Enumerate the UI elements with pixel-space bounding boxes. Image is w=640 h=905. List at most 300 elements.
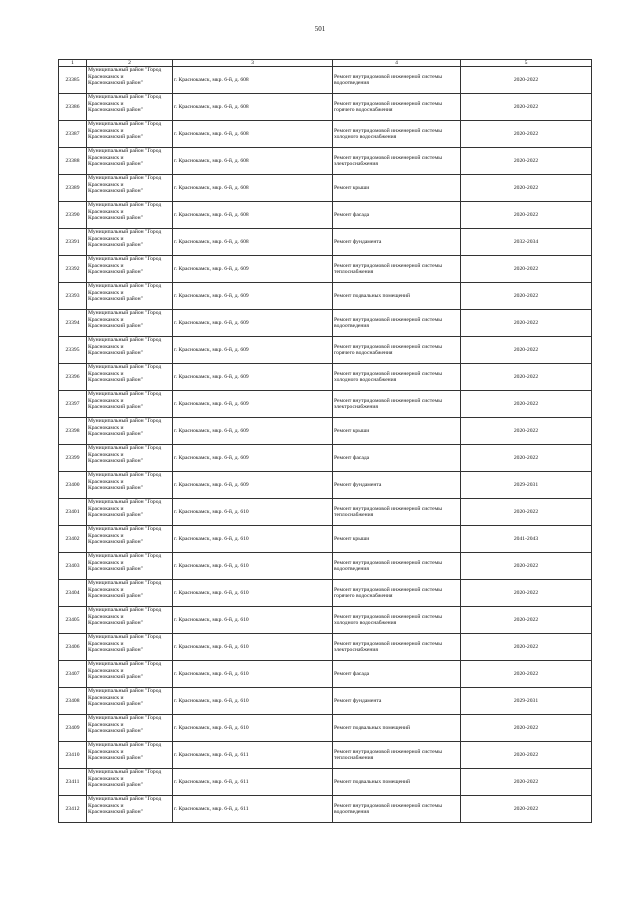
work-type-cell	[333, 688, 461, 715]
owner-line: Краснокамск и	[88, 478, 124, 485]
work-type-line: горячего водоснабжения	[334, 593, 393, 600]
table-row	[59, 94, 592, 121]
owner-line: Краснокамский район"	[88, 403, 143, 410]
owner-cell	[87, 445, 173, 472]
owner-line: Краснокамск и	[88, 451, 124, 458]
owner-line: Краснокамский район"	[88, 673, 143, 680]
table-body	[59, 67, 592, 823]
table-row	[59, 580, 592, 607]
work-type-cell	[333, 526, 461, 553]
work-type-line: Ремонт внутридомовой инженерной системы	[334, 614, 442, 620]
owner-line: Муниципальный район "Город	[88, 769, 162, 776]
header-col-4: 4	[333, 60, 461, 67]
table-row	[59, 769, 592, 796]
owner-line: Муниципальный район "Город	[88, 445, 162, 452]
address-cell: г. Краснокамск, мкр. 6-й, д. 611	[173, 769, 333, 796]
owner-line: Краснокамский район"	[88, 322, 143, 329]
period-cell: 2020-2022	[461, 607, 592, 634]
owner-line: Муниципальный район "Город	[88, 580, 162, 587]
owner-line: Краснокамский район"	[88, 349, 143, 356]
address-cell: г. Краснокамск, мкр. 6-й, д. 609	[173, 283, 333, 310]
table-row	[59, 526, 592, 553]
row-number: 23403	[59, 553, 87, 580]
work-type-line: Ремонт внутридомовой инженерной системы	[334, 344, 442, 350]
work-type-line: Ремонт крыши	[334, 428, 370, 435]
period-cell: 2020-2022	[461, 283, 592, 310]
period-cell: 2020-2022	[461, 715, 592, 742]
work-type-line: Ремонт внутридомовой инженерной системы	[334, 641, 442, 647]
table-row	[59, 661, 592, 688]
owner-line: Краснокамск и	[88, 181, 124, 188]
work-type-line: Ремонт внутридомовой инженерной системы	[334, 506, 442, 512]
owner-line: Краснокамский район"	[88, 484, 143, 491]
period-cell: 2020-2022	[461, 256, 592, 283]
owner-line: Краснокамский район"	[88, 106, 143, 113]
header-row	[59, 60, 592, 67]
period-cell: 2020-2022	[461, 499, 592, 526]
work-type-line: Ремонт фасада	[334, 455, 370, 462]
owner-line: Краснокамский район"	[88, 538, 143, 545]
work-type-line: водоотведения	[334, 323, 369, 330]
owner-line: Краснокамский район"	[88, 79, 143, 86]
address-cell: г. Краснокамск, мкр. 6-й, д. 608	[173, 94, 333, 121]
address-cell: г. Краснокамск, мкр. 6-й, д. 609	[173, 391, 333, 418]
owner-cell	[87, 472, 173, 499]
address-cell: г. Краснокамск, мкр. 6-й, д. 610	[173, 634, 333, 661]
work-type-cell	[333, 580, 461, 607]
work-type-line: Ремонт внутридомовой инженерной системы	[334, 398, 442, 404]
owner-cell	[87, 67, 173, 94]
owner-line: Краснокамск и	[88, 802, 124, 809]
table-row	[59, 202, 592, 229]
work-type-line: Ремонт внутридомовой инженерной системы	[334, 101, 442, 107]
period-cell: 2032-2034	[461, 229, 592, 256]
owner-cell	[87, 769, 173, 796]
owner-cell	[87, 310, 173, 337]
owner-line: Краснокамск и	[88, 73, 124, 80]
row-number: 23387	[59, 121, 87, 148]
owner-cell	[87, 418, 173, 445]
work-type-line: Ремонт внутридомовой инженерной системы	[334, 371, 442, 377]
table-row	[59, 607, 592, 634]
owner-line: Муниципальный район "Город	[88, 634, 162, 641]
work-type-line: Ремонт внутридомовой инженерной системы	[334, 803, 442, 809]
row-number: 23395	[59, 337, 87, 364]
work-type-line: электроснабжения	[334, 404, 378, 411]
period-cell: 2020-2022	[461, 121, 592, 148]
owner-line: Краснокамск и	[88, 262, 124, 269]
row-number: 23412	[59, 796, 87, 823]
owner-line: Муниципальный район "Город	[88, 67, 162, 74]
owner-line: Муниципальный район "Город	[88, 418, 162, 425]
table-row	[59, 148, 592, 175]
row-number: 23391	[59, 229, 87, 256]
work-type-line: Ремонт внутридомовой инженерной системы	[334, 74, 442, 80]
address-cell: г. Краснокамск, мкр. 6-й, д. 608	[173, 67, 333, 94]
period-cell: 2020-2022	[461, 661, 592, 688]
owner-cell	[87, 580, 173, 607]
work-type-cell	[333, 364, 461, 391]
period-cell: 2020-2022	[461, 391, 592, 418]
work-type-cell	[333, 715, 461, 742]
owner-line: Краснокамский район"	[88, 376, 143, 383]
work-type-line: холодного водоснабжения	[334, 134, 397, 141]
address-cell: г. Краснокамск, мкр. 6-й, д. 610	[173, 580, 333, 607]
work-type-cell	[333, 94, 461, 121]
period-cell: 2020-2022	[461, 337, 592, 364]
address-cell: г. Краснокамск, мкр. 6-й, д. 610	[173, 715, 333, 742]
table-row	[59, 715, 592, 742]
row-number: 23397	[59, 391, 87, 418]
owner-line: Муниципальный район "Город	[88, 688, 162, 695]
row-number: 23406	[59, 634, 87, 661]
owner-line: Краснокамск и	[88, 424, 124, 431]
period-cell: 2041-2043	[461, 526, 592, 553]
work-type-cell	[333, 67, 461, 94]
row-number: 23404	[59, 580, 87, 607]
owner-cell	[87, 148, 173, 175]
address-cell: г. Краснокамск, мкр. 6-й, д. 611	[173, 796, 333, 823]
owner-line: Муниципальный район "Город	[88, 283, 162, 290]
address-cell: г. Краснокамск, мкр. 6-й, д. 610	[173, 499, 333, 526]
work-type-line: водоотведения	[334, 566, 369, 573]
table-row	[59, 634, 592, 661]
address-cell: г. Краснокамск, мкр. 6-й, д. 609	[173, 256, 333, 283]
row-number: 23410	[59, 742, 87, 769]
work-type-line: электроснабжения	[334, 161, 378, 168]
owner-cell	[87, 94, 173, 121]
period-cell: 2029-2031	[461, 472, 592, 499]
period-cell: 2020-2022	[461, 94, 592, 121]
page-number: 501	[314, 25, 326, 33]
work-type-line: Ремонт фасада	[334, 671, 370, 678]
address-cell: г. Краснокамск, мкр. 6-й, д. 608	[173, 202, 333, 229]
row-number: 23392	[59, 256, 87, 283]
work-type-line: Ремонт подвальных помещений	[334, 293, 411, 300]
owner-line: Муниципальный район "Город	[88, 661, 162, 668]
owner-cell	[87, 661, 173, 688]
period-cell: 2020-2022	[461, 580, 592, 607]
owner-line: Краснокамск и	[88, 289, 124, 296]
row-number: 23401	[59, 499, 87, 526]
owner-line: Муниципальный район "Город	[88, 202, 162, 209]
owner-line: Краснокамск и	[88, 154, 124, 161]
work-type-cell	[333, 796, 461, 823]
owner-cell	[87, 715, 173, 742]
address-cell: г. Краснокамск, мкр. 6-й, д. 609	[173, 472, 333, 499]
work-type-line: Ремонт крыши	[334, 185, 370, 192]
owner-line: Краснокамский район"	[88, 754, 143, 761]
header-col-3: 3	[173, 60, 333, 67]
owner-line: Краснокамск и	[88, 370, 124, 377]
owner-line: Краснокамский район"	[88, 511, 143, 518]
owner-line: Краснокамский район"	[88, 430, 143, 437]
row-number: 23386	[59, 94, 87, 121]
work-type-line: электроснабжения	[334, 647, 378, 654]
work-type-line: Ремонт внутридомовой инженерной системы	[334, 560, 442, 566]
owner-cell	[87, 202, 173, 229]
work-type-cell	[333, 634, 461, 661]
period-cell: 2020-2022	[461, 148, 592, 175]
owner-line: Краснокамский район"	[88, 700, 143, 707]
owner-line: Краснокамск и	[88, 640, 124, 647]
address-cell: г. Краснокамск, мкр. 6-й, д. 608	[173, 229, 333, 256]
period-cell: 2020-2022	[461, 418, 592, 445]
work-type-cell	[333, 553, 461, 580]
owner-line: Краснокамск и	[88, 127, 124, 134]
owner-line: Муниципальный район "Город	[88, 499, 162, 506]
owner-line: Краснокамск и	[88, 775, 124, 782]
row-number: 23400	[59, 472, 87, 499]
owner-cell	[87, 229, 173, 256]
owner-line: Краснокамск и	[88, 694, 124, 701]
address-cell: г. Краснокамск, мкр. 6-й, д. 609	[173, 418, 333, 445]
work-type-line: теплоснабжения	[334, 269, 374, 276]
work-type-cell	[333, 418, 461, 445]
owner-line: Краснокамский район"	[88, 646, 143, 653]
owner-line: Краснокамск и	[88, 235, 124, 242]
table-row	[59, 121, 592, 148]
work-type-line: Ремонт фундамента	[334, 239, 382, 246]
owner-line: Муниципальный район "Город	[88, 526, 162, 533]
work-type-cell	[333, 310, 461, 337]
work-type-line: Ремонт внутридомовой инженерной системы	[334, 317, 442, 323]
owner-line: Муниципальный район "Город	[88, 337, 162, 344]
owner-line: Краснокамск и	[88, 100, 124, 107]
work-type-cell	[333, 229, 461, 256]
row-number: 23407	[59, 661, 87, 688]
owner-line: Муниципальный район "Город	[88, 742, 162, 749]
owner-line: Краснокамский район"	[88, 295, 143, 302]
address-cell: г. Краснокамск, мкр. 6-й, д. 611	[173, 742, 333, 769]
table-row	[59, 391, 592, 418]
work-type-line: горячего водоснабжения	[334, 107, 393, 114]
owner-cell	[87, 256, 173, 283]
address-cell: г. Краснокамск, мкр. 6-й, д. 609	[173, 364, 333, 391]
owner-cell	[87, 688, 173, 715]
work-type-cell	[333, 661, 461, 688]
owner-cell	[87, 526, 173, 553]
period-cell: 2020-2022	[461, 310, 592, 337]
owner-cell	[87, 499, 173, 526]
work-type-line: Ремонт подвальных помещений	[334, 779, 411, 786]
owner-line: Муниципальный район "Город	[88, 472, 162, 479]
address-cell: г. Краснокамск, мкр. 6-й, д. 610	[173, 688, 333, 715]
row-number: 23409	[59, 715, 87, 742]
table-row	[59, 472, 592, 499]
period-cell: 2020-2022	[461, 364, 592, 391]
work-type-cell	[333, 121, 461, 148]
table-row	[59, 283, 592, 310]
row-number: 23408	[59, 688, 87, 715]
owner-line: Краснокамск и	[88, 748, 124, 755]
owner-line: Краснокамск и	[88, 343, 124, 350]
owner-line: Муниципальный район "Город	[88, 796, 162, 803]
row-number: 23399	[59, 445, 87, 472]
owner-line: Муниципальный район "Город	[88, 175, 162, 182]
owner-line: Муниципальный район "Город	[88, 391, 162, 398]
table-row	[59, 688, 592, 715]
work-type-line: Ремонт внутридомовой инженерной системы	[334, 128, 442, 134]
table-row	[59, 229, 592, 256]
owner-line: Краснокамск и	[88, 208, 124, 215]
work-type-cell	[333, 283, 461, 310]
row-number: 23398	[59, 418, 87, 445]
period-cell: 2020-2022	[461, 769, 592, 796]
table-row	[59, 796, 592, 823]
work-type-line: Ремонт внутридомовой инженерной системы	[334, 263, 442, 269]
header-col-1: 1	[59, 60, 87, 67]
owner-line: Муниципальный район "Город	[88, 121, 162, 128]
period-cell: 2020-2022	[461, 202, 592, 229]
owner-line: Муниципальный район "Город	[88, 715, 162, 722]
owner-line: Краснокамский район"	[88, 133, 143, 140]
period-cell: 2020-2022	[461, 553, 592, 580]
header-col-2: 2	[87, 60, 173, 67]
owner-line: Муниципальный район "Город	[88, 256, 162, 263]
table-row	[59, 364, 592, 391]
work-type-cell	[333, 391, 461, 418]
owner-line: Краснокамск и	[88, 613, 124, 620]
owner-line: Краснокамск и	[88, 721, 124, 728]
owner-cell	[87, 607, 173, 634]
work-type-cell	[333, 256, 461, 283]
owner-line: Краснокамск и	[88, 316, 124, 323]
row-number: 23405	[59, 607, 87, 634]
owner-line: Муниципальный район "Город	[88, 229, 162, 236]
table-header	[59, 60, 592, 67]
table-row	[59, 310, 592, 337]
period-cell: 2020-2022	[461, 67, 592, 94]
owner-line: Краснокамск и	[88, 532, 124, 539]
address-cell: г. Краснокамск, мкр. 6-й, д. 609	[173, 337, 333, 364]
work-type-line: теплоснабжения	[334, 755, 374, 762]
work-type-line: горячего водоснабжения	[334, 350, 393, 357]
repair-schedule-table	[58, 59, 592, 823]
owner-line: Краснокамский район"	[88, 160, 143, 167]
owner-cell	[87, 553, 173, 580]
work-type-cell	[333, 175, 461, 202]
owner-line: Муниципальный район "Город	[88, 310, 162, 317]
owner-line: Краснокамский район"	[88, 214, 143, 221]
table-row	[59, 553, 592, 580]
owner-cell	[87, 283, 173, 310]
owner-line: Краснокамский район"	[88, 187, 143, 194]
period-cell: 2020-2022	[461, 742, 592, 769]
work-type-line: водоотведения	[334, 809, 369, 816]
work-type-cell	[333, 472, 461, 499]
owner-line: Краснокамский район"	[88, 781, 143, 788]
owner-line: Краснокамск и	[88, 559, 124, 566]
owner-line: Краснокамский район"	[88, 592, 143, 599]
owner-line: Краснокамск и	[88, 505, 124, 512]
address-cell: г. Краснокамск, мкр. 6-й, д. 609	[173, 310, 333, 337]
work-type-line: холодного водоснабжения	[334, 620, 397, 627]
owner-line: Муниципальный район "Город	[88, 553, 162, 560]
owner-line: Краснокамск и	[88, 586, 124, 593]
work-type-cell	[333, 742, 461, 769]
owner-cell	[87, 742, 173, 769]
row-number: 23390	[59, 202, 87, 229]
address-cell: г. Краснокамск, мкр. 6-й, д. 610	[173, 661, 333, 688]
work-type-line: Ремонт фундамента	[334, 482, 382, 489]
owner-line: Муниципальный район "Город	[88, 148, 162, 155]
table-row	[59, 445, 592, 472]
period-cell: 2020-2022	[461, 445, 592, 472]
owner-line: Краснокамский район"	[88, 268, 143, 275]
owner-cell	[87, 796, 173, 823]
owner-line: Краснокамский район"	[88, 808, 143, 815]
work-type-line: Ремонт фундамента	[334, 698, 382, 705]
row-number: 23389	[59, 175, 87, 202]
table-row	[59, 499, 592, 526]
row-number: 23411	[59, 769, 87, 796]
work-type-cell	[333, 607, 461, 634]
work-type-line: Ремонт фасада	[334, 212, 370, 219]
period-cell: 2029-2031	[461, 688, 592, 715]
work-type-line: Ремонт подвальных помещений	[334, 725, 411, 732]
owner-line: Краснокамский район"	[88, 565, 143, 572]
work-type-line: Ремонт внутридомовой инженерной системы	[334, 587, 442, 593]
table-row	[59, 337, 592, 364]
address-cell: г. Краснокамск, мкр. 6-й, д. 610	[173, 553, 333, 580]
address-cell: г. Краснокамск, мкр. 6-й, д. 608	[173, 148, 333, 175]
owner-cell	[87, 337, 173, 364]
address-cell: г. Краснокамск, мкр. 6-й, д. 608	[173, 175, 333, 202]
work-type-cell	[333, 445, 461, 472]
owner-cell	[87, 121, 173, 148]
work-type-cell	[333, 499, 461, 526]
work-type-cell	[333, 148, 461, 175]
table-row	[59, 67, 592, 94]
row-number: 23394	[59, 310, 87, 337]
address-cell: г. Краснокамск, мкр. 6-й, д. 610	[173, 607, 333, 634]
owner-line: Краснокамский район"	[88, 241, 143, 248]
table-row	[59, 742, 592, 769]
owner-cell	[87, 634, 173, 661]
owner-line: Краснокамский район"	[88, 619, 143, 626]
header-col-5: 5	[461, 60, 592, 67]
work-type-cell	[333, 769, 461, 796]
owner-line: Краснокамск и	[88, 397, 124, 404]
owner-line: Муниципальный район "Город	[88, 364, 162, 371]
work-type-line: холодного водоснабжения	[334, 377, 397, 384]
row-number: 23385	[59, 67, 87, 94]
owner-line: Краснокамский район"	[88, 457, 143, 464]
row-number: 23393	[59, 283, 87, 310]
table-row	[59, 418, 592, 445]
owner-cell	[87, 175, 173, 202]
work-type-line: Ремонт внутридомовой инженерной системы	[334, 749, 442, 755]
period-cell: 2020-2022	[461, 634, 592, 661]
row-number: 23402	[59, 526, 87, 553]
work-type-line: теплоснабжения	[334, 512, 374, 519]
address-cell: г. Краснокамск, мкр. 6-й, д. 608	[173, 121, 333, 148]
table-row	[59, 175, 592, 202]
owner-cell	[87, 391, 173, 418]
address-cell: г. Краснокамск, мкр. 6-й, д. 609	[173, 445, 333, 472]
owner-line: Муниципальный район "Город	[88, 94, 162, 101]
row-number: 23396	[59, 364, 87, 391]
owner-line: Краснокамский район"	[88, 727, 143, 734]
owner-line: Муниципальный район "Город	[88, 607, 162, 614]
row-number: 23388	[59, 148, 87, 175]
work-type-cell	[333, 202, 461, 229]
address-cell: г. Краснокамск, мкр. 6-й, д. 610	[173, 526, 333, 553]
owner-line: Краснокамск и	[88, 667, 124, 674]
table-row	[59, 256, 592, 283]
work-type-cell	[333, 337, 461, 364]
